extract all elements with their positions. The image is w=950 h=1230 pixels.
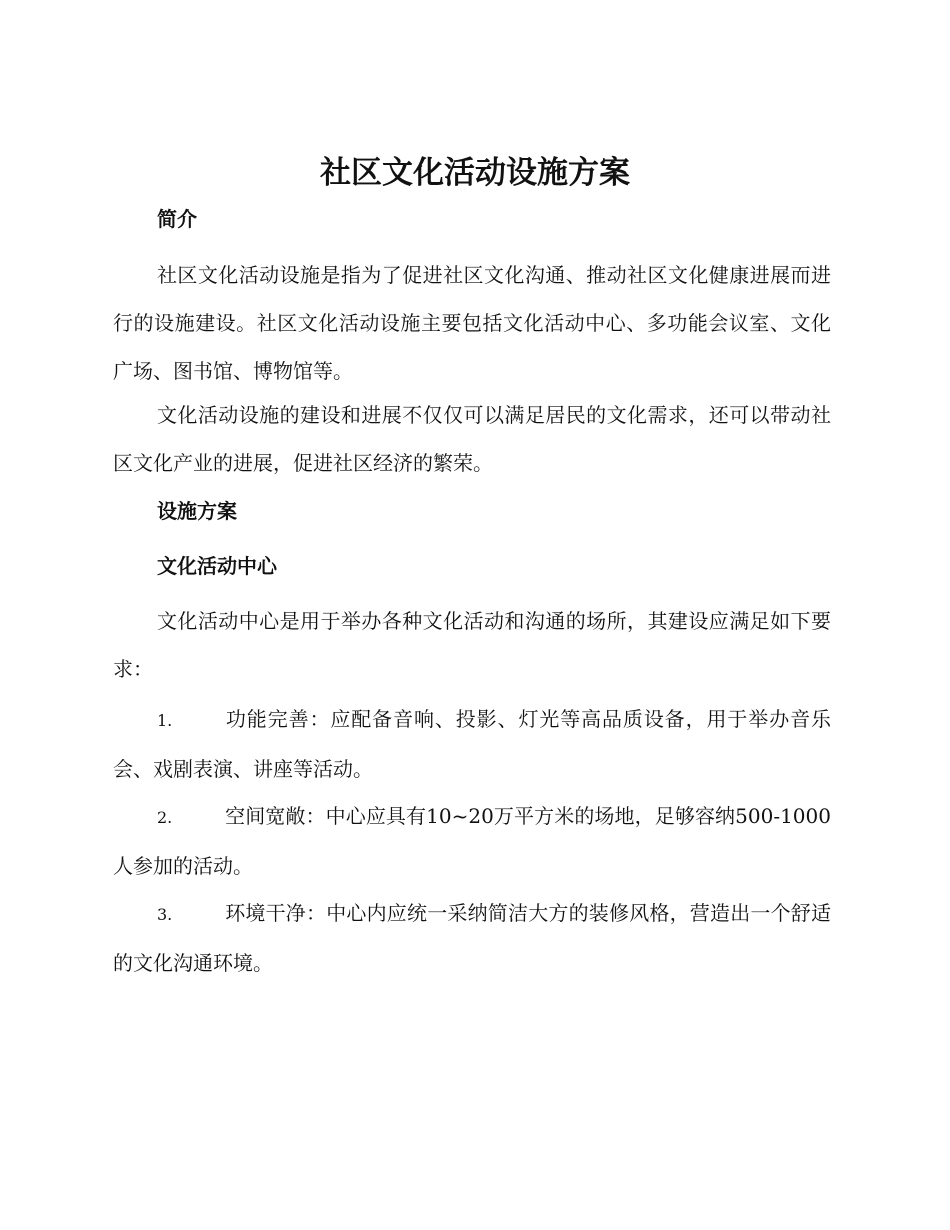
list-item-number: 3. [157, 905, 173, 924]
intro-paragraph-1: 社区文化活动设施是指为了促进社区文化沟通、推动社区文化健康进展而进行的设施建设。社区文化活动设施主要包括文化活动中心、多功能会议室、文化广场、图书馆、博物馆等。 [113, 263, 831, 383]
list-item-text: 环境干净：中心内应统一采纳简洁大方的装修风格，营造出一个舒适的文化沟通环境。 [113, 901, 831, 975]
list-item [113, 792, 831, 890]
list-item [113, 889, 831, 987]
section-heading-intro: 简介 [157, 207, 197, 231]
document-title: 社区文化活动设施方案 [320, 155, 630, 191]
list-item-text: 功能完善：应配备音响、投影、灯光等高品质设备，用于举办音乐会、戏剧表演、讲座等活动。 [113, 707, 831, 781]
subheading-culture-center: 文化活动中心 [157, 554, 277, 578]
list-item [113, 695, 831, 793]
intro-paragraph-2: 文化活动设施的建设和进展不仅仅可以满足居民的文化需求，还可以带动社区文化产业的进展，促进社区经济的繁荣。 [113, 403, 831, 475]
list-item-text: 空间宽敞：中心应具有10~20万平方米的场地，足够容纳500-1000人参加的活动。 [113, 804, 831, 878]
section-heading-plan: 设施方案 [157, 499, 237, 523]
list-item-number: 2. [157, 808, 173, 827]
list-item-number: 1. [157, 711, 173, 730]
plan-lead-paragraph: 文化活动中心是用于举办各种文化活动和沟通的场所，其建设应满足如下要求： [113, 609, 831, 681]
